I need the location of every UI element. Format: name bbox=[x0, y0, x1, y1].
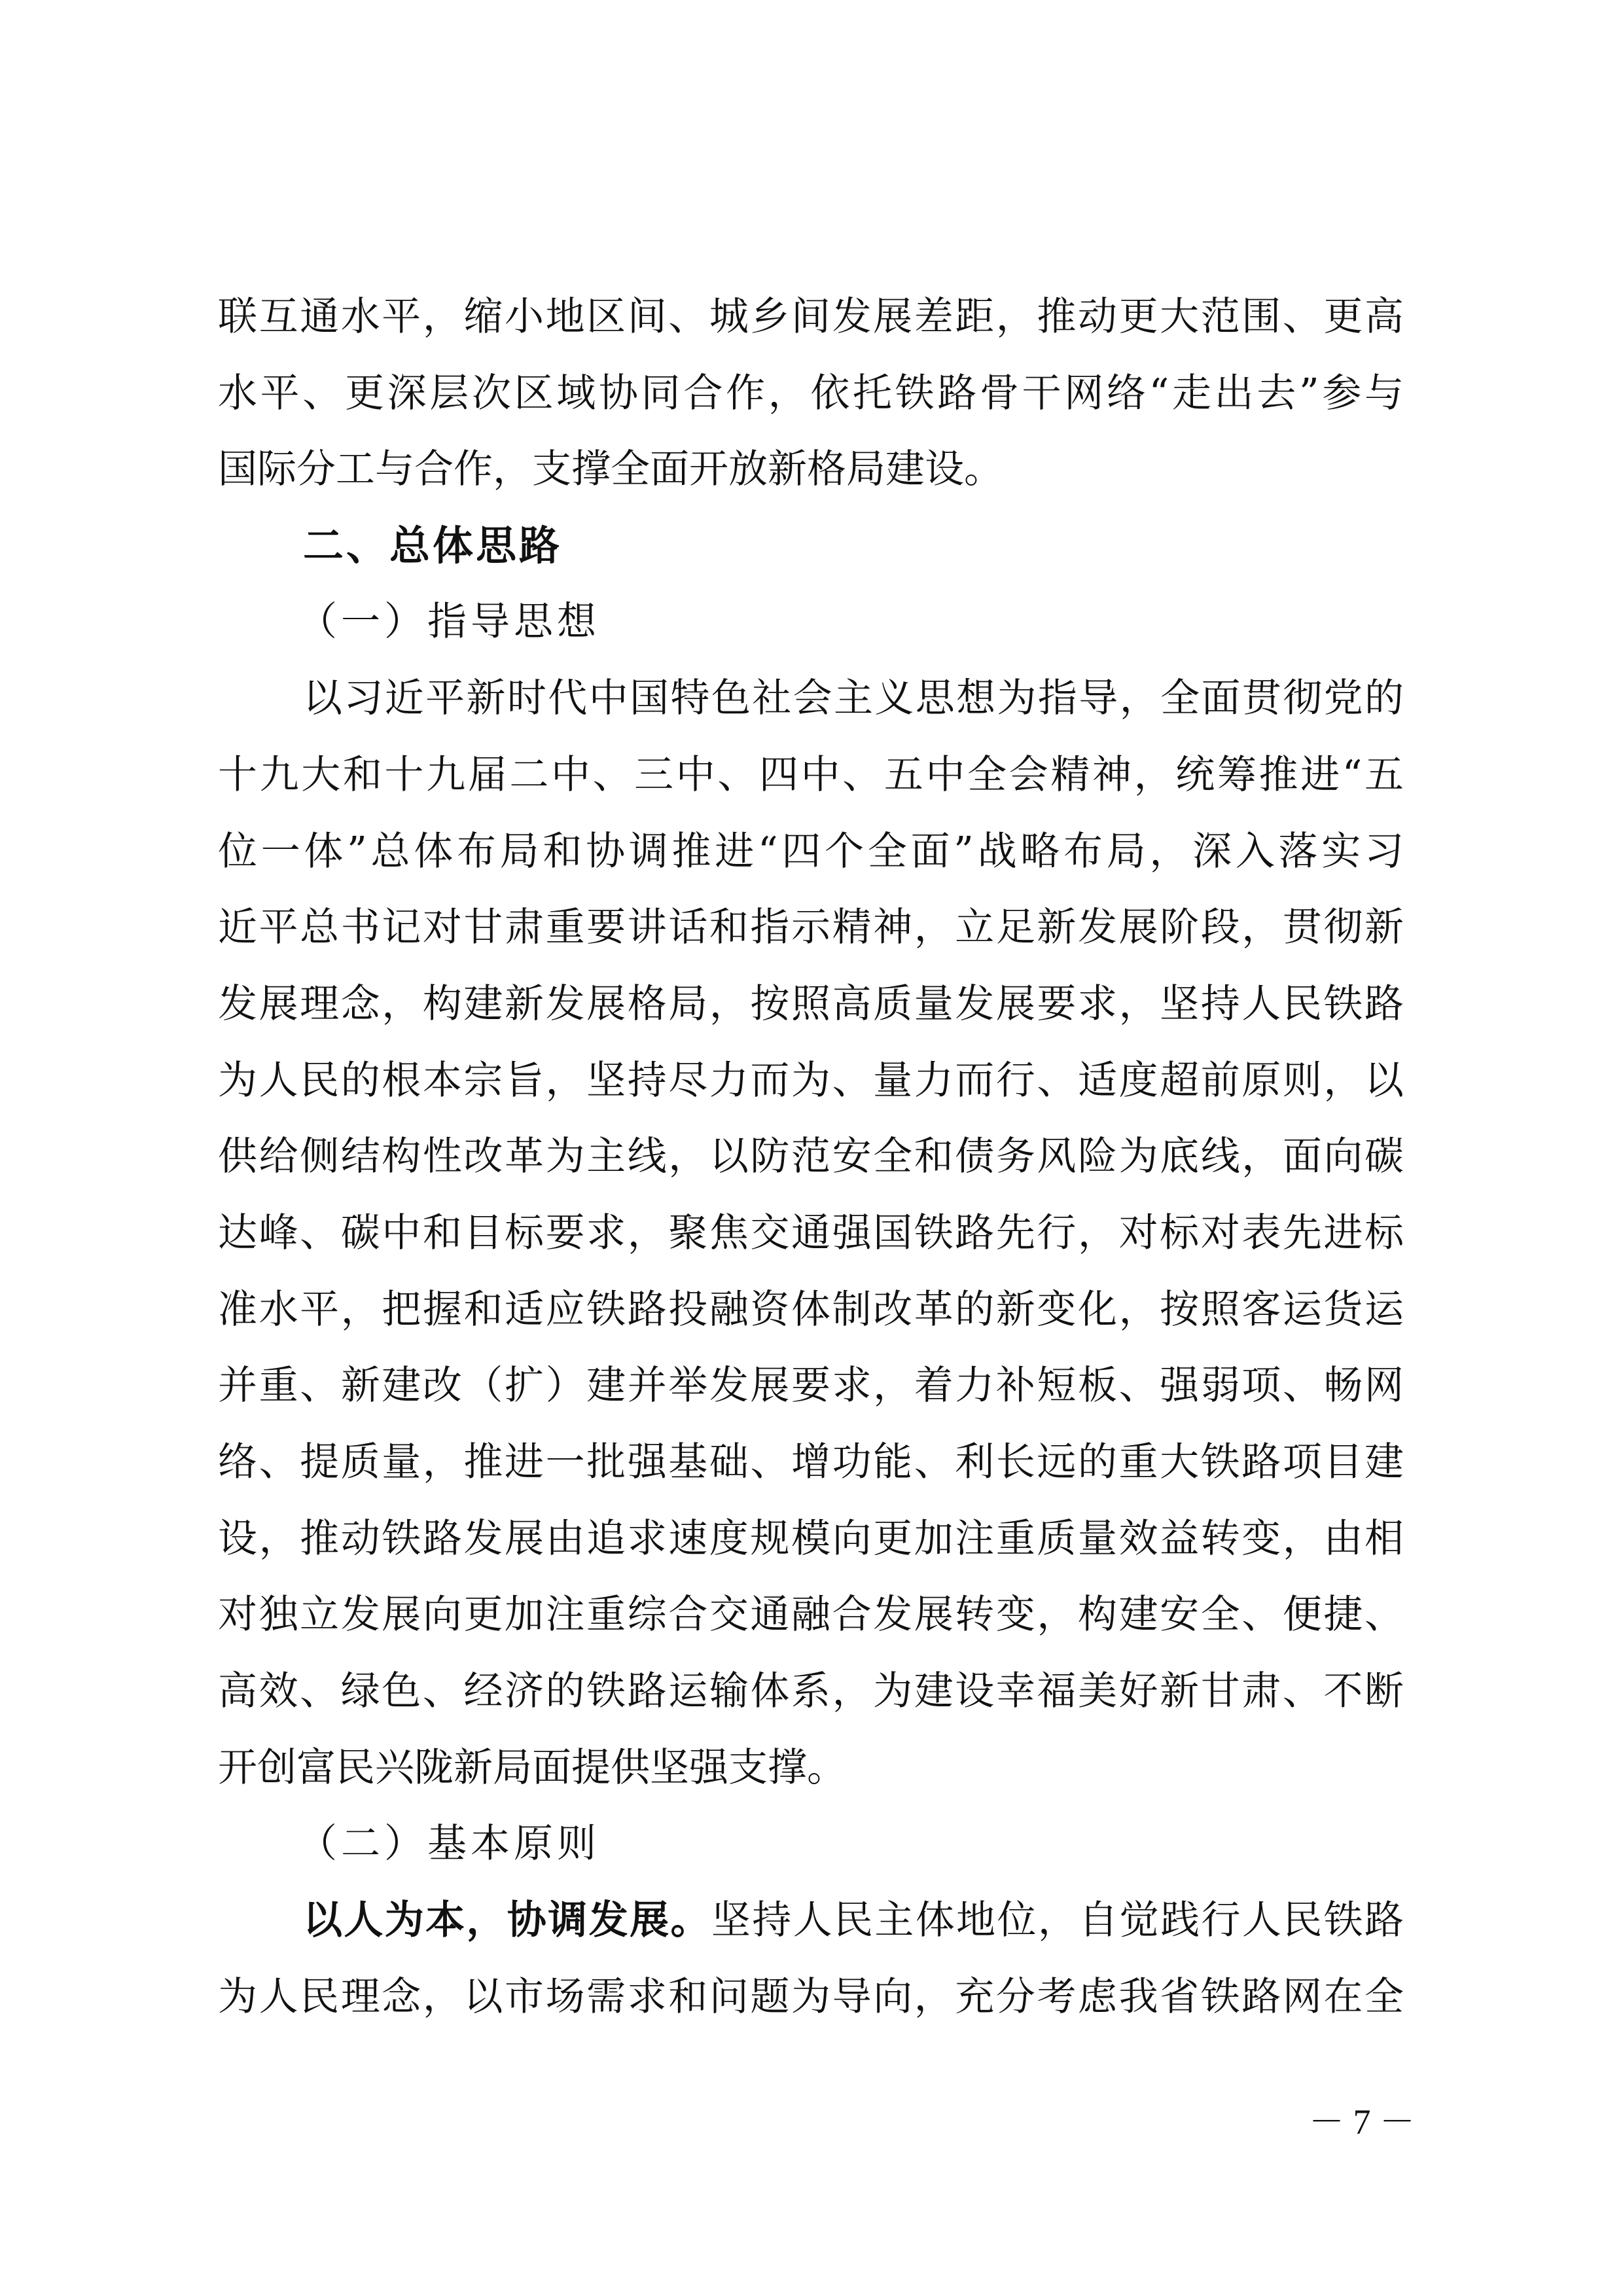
paragraph-line: 近平总书记对甘肃重要讲话和指示精神，立足新发展阶段，贯彻新 bbox=[218, 905, 1404, 950]
paragraph-line: 设，推动铁路发展由追求速度规模向更加注重质量效益转变，由相 bbox=[218, 1516, 1404, 1562]
paragraph-line: 为人民的根本宗旨，坚持尽力而为、量力而行、适度超前原则，以 bbox=[218, 1058, 1404, 1103]
paragraph-line: 联互通水平，缩小地区间、城乡间发展差距，推动更大范围、更高 bbox=[218, 294, 1404, 340]
paragraph-line: 以习近平新时代中国特色社会主义思想为指导，全面贯彻党的 bbox=[303, 675, 1404, 721]
subsection-heading-guiding-ideology: （一）指导思想 bbox=[298, 599, 600, 645]
paragraph-line: 达峰、碳中和目标要求，聚焦交通强国铁路先行，对标对表先进标 bbox=[218, 1210, 1404, 1256]
paragraph-line: 水平、更深层次区域协同合作，依托铁路骨干网络“走出去”参与 bbox=[218, 370, 1404, 416]
paragraph-line: 络、提质量，推进一批强基础、增功能、利长远的重大铁路项目建 bbox=[218, 1439, 1404, 1485]
paragraph-line: 位一体”总体布局和协调推进“四个全面”战略布局，深入落实习 bbox=[218, 829, 1404, 874]
paragraph-line: 供给侧结构性改革为主线，以防范安全和债务风险为底线，面向碳 bbox=[218, 1134, 1404, 1179]
principle-title: 以人为本，协调发展。 bbox=[303, 1897, 711, 1943]
paragraph-line: 对独立发展向更加注重综合交通融合发展转变，构建安全、便捷、 bbox=[218, 1592, 1404, 1638]
section-heading: 二、总体思路 bbox=[303, 522, 563, 569]
subsection-heading-basic-principles: （二）基本原则 bbox=[298, 1821, 600, 1867]
principle-text: 坚持人民主体地位，自觉践行人民铁路 bbox=[711, 1897, 1404, 1943]
principle-first-line bbox=[303, 1897, 1404, 1944]
paragraph-line: 发展理念，构建新发展格局，按照高质量发展要求，坚持人民铁路 bbox=[218, 981, 1404, 1027]
paragraph-line: 国际分工与合作，支撑全面开放新格局建设。 bbox=[218, 446, 1003, 492]
paragraph-line: 高效、绿色、经济的铁路运输体系，为建设幸福美好新甘肃、不断 bbox=[218, 1668, 1404, 1714]
paragraph-line: 十九大和十九届二中、三中、四中、五中全会精神，统筹推进“五 bbox=[218, 752, 1404, 798]
paragraph-line: 准水平，把握和适应铁路投融资体制改革的新变化，按照客运货运 bbox=[218, 1287, 1404, 1333]
page-number: － 7 － bbox=[1309, 2102, 1415, 2142]
paragraph-line: 并重、新建改（扩）建并举发展要求，着力补短板、强弱项、畅网 bbox=[218, 1363, 1404, 1408]
paragraph-line: 为人民理念，以市场需求和问题为导向，充分考虑我省铁路网在全 bbox=[218, 1974, 1404, 2020]
paragraph-line: 开创富民兴陇新局面提供坚强支撑。 bbox=[218, 1745, 846, 1791]
